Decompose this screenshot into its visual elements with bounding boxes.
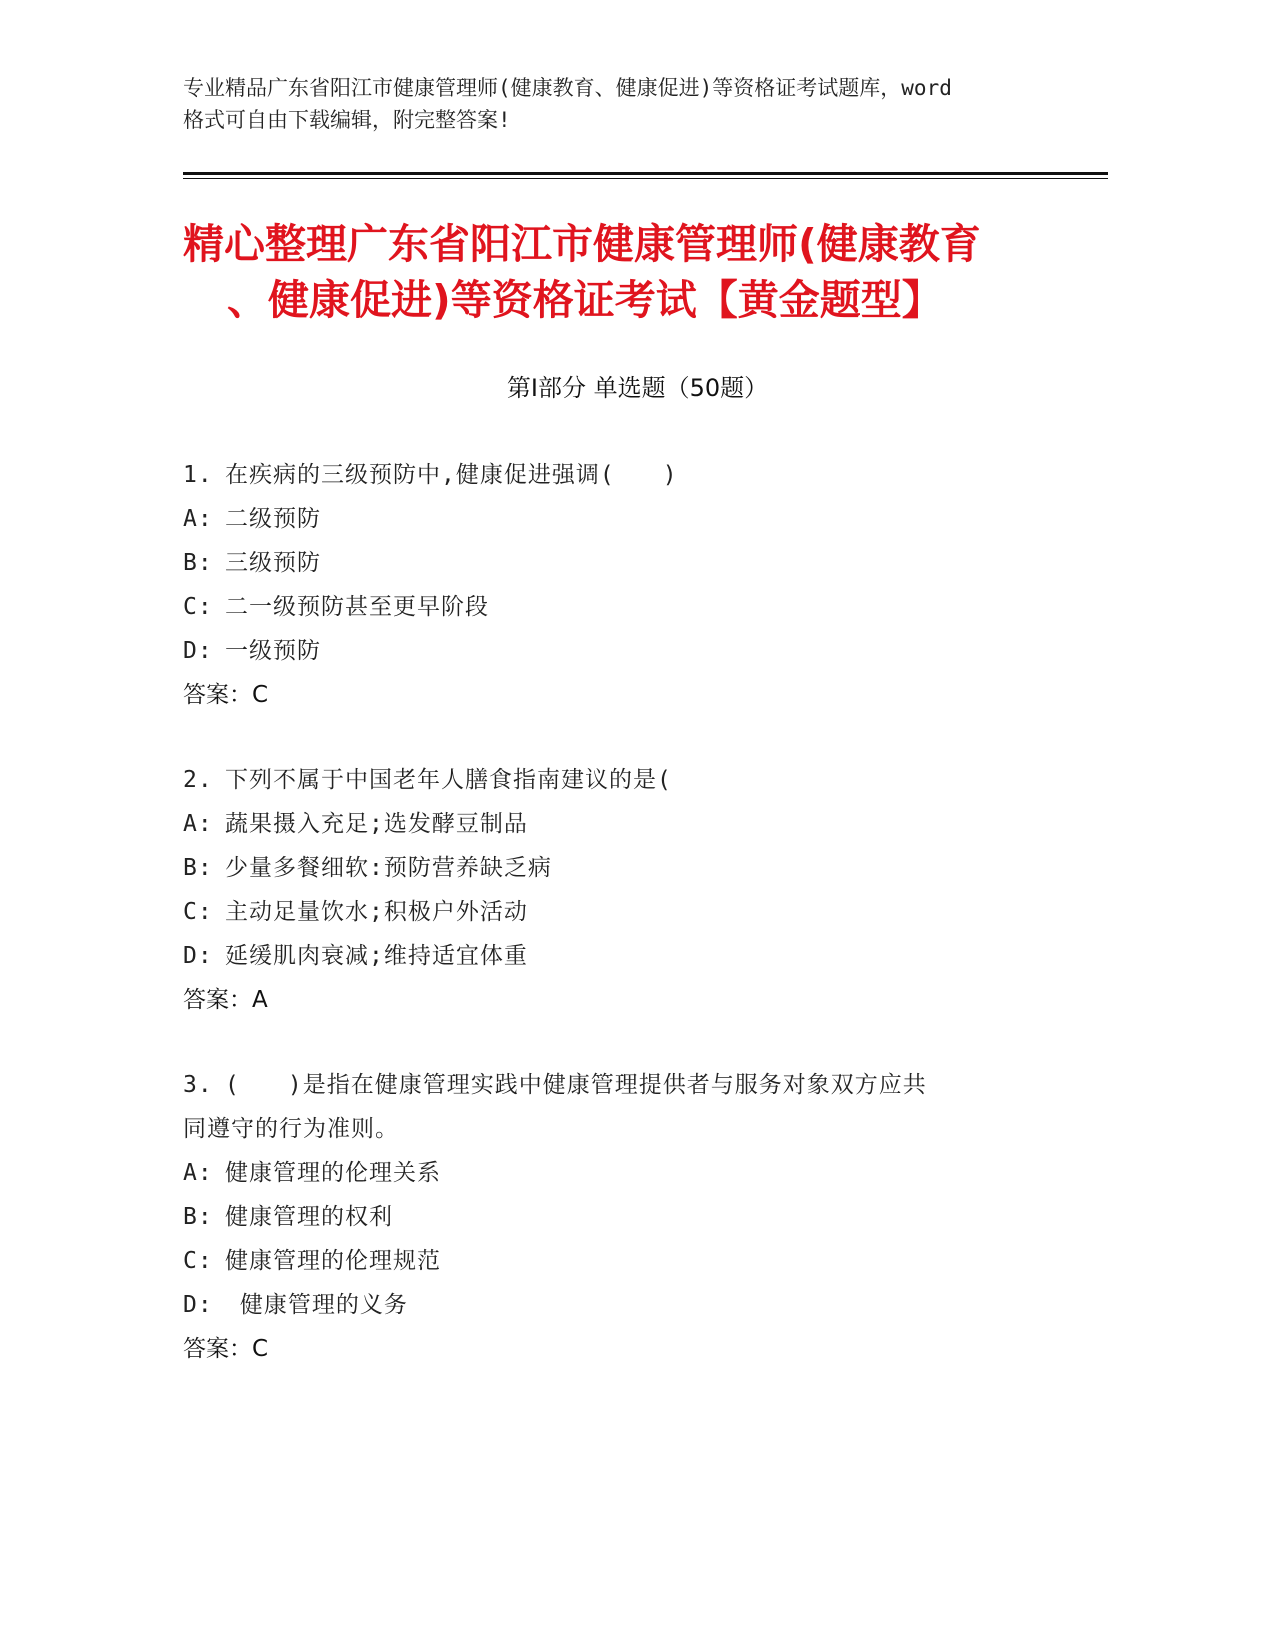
option-b [183, 846, 1083, 890]
question-number: 2. [183, 767, 213, 793]
question-stem-text: 在疾病的三级预防中,健康促进强调( ) [225, 462, 678, 488]
option-b [183, 1195, 1083, 1239]
option-d [183, 629, 1083, 673]
option-text: 一级预防 [225, 638, 321, 664]
title-line-2: 、健康促进)等资格证考试【黄金题型】 [227, 276, 943, 324]
option-text: 健康管理的伦理关系 [225, 1160, 441, 1186]
option-text: 健康管理的义务 [225, 1292, 408, 1318]
answer-text: 答案：C [183, 682, 269, 708]
option-letter: D: [183, 1292, 213, 1318]
option-a [183, 1151, 1083, 1195]
option-text: 三级预防 [225, 550, 321, 576]
intro-text [183, 72, 1083, 136]
option-letter: C: [183, 1248, 213, 1274]
option-letter: B: [183, 1204, 213, 1230]
option-letter: D: [183, 638, 213, 664]
option-letter: B: [183, 550, 213, 576]
option-text: 少量多餐细软:预防营养缺乏病 [225, 855, 552, 881]
answer-text: 答案：C [183, 1336, 269, 1362]
option-text: 主动足量饮水;积极户外活动 [225, 899, 528, 925]
option-text: 健康管理的伦理规范 [225, 1248, 441, 1274]
question-stem [183, 1063, 1083, 1107]
option-text: 健康管理的权利 [225, 1204, 393, 1230]
header-divider-thick [183, 172, 1108, 175]
option-b [183, 541, 1083, 585]
option-text: 蔬果摄入充足;选发酵豆制品 [225, 811, 528, 837]
option-c [183, 890, 1083, 934]
question-number: 1. [183, 462, 213, 488]
option-d [183, 1283, 1083, 1327]
option-text: 延缓肌肉衰减;维持适宜体重 [225, 943, 528, 969]
document-title [183, 216, 1083, 328]
question-stem-continuation: 同遵守的行为准则。 [183, 1116, 399, 1142]
option-c [183, 585, 1083, 629]
question-stem [183, 453, 1083, 497]
question-stem-text: 下列不属于中国老年人膳食指南建议的是( [225, 767, 672, 793]
option-letter: C: [183, 899, 213, 925]
option-a [183, 802, 1083, 846]
option-letter: A: [183, 1160, 213, 1186]
question-2 [183, 758, 1083, 1022]
title-line-1: 精心整理广东省阳江市健康管理师(健康教育 [183, 220, 981, 268]
option-text: 二一级预防甚至更早阶段 [225, 594, 489, 620]
question-1 [183, 453, 1083, 717]
option-letter: A: [183, 811, 213, 837]
option-letter: C: [183, 594, 213, 620]
section-heading: 第Ⅰ部分 单选题（50题） [506, 374, 769, 402]
question-stem [183, 758, 1083, 802]
intro-line-2: 格式可自由下载编辑，附完整答案! [183, 108, 511, 132]
header-divider-thin [183, 178, 1108, 179]
question-3 [183, 1063, 1083, 1371]
question-number: 3. [183, 1072, 213, 1098]
question-stem-text: ( )是指在健康管理实践中健康管理提供者与服务对象双方应共 [225, 1072, 927, 1098]
answer-text: 答案：A [183, 987, 268, 1013]
option-d [183, 934, 1083, 978]
option-a [183, 497, 1083, 541]
option-c [183, 1239, 1083, 1283]
option-letter: A: [183, 506, 213, 532]
intro-line-1: 专业精品广东省阳江市健康管理师(健康教育、健康促进)等资格证考试题库，word [183, 76, 952, 100]
option-letter: D: [183, 943, 213, 969]
option-text: 二级预防 [225, 506, 321, 532]
option-letter: B: [183, 855, 213, 881]
